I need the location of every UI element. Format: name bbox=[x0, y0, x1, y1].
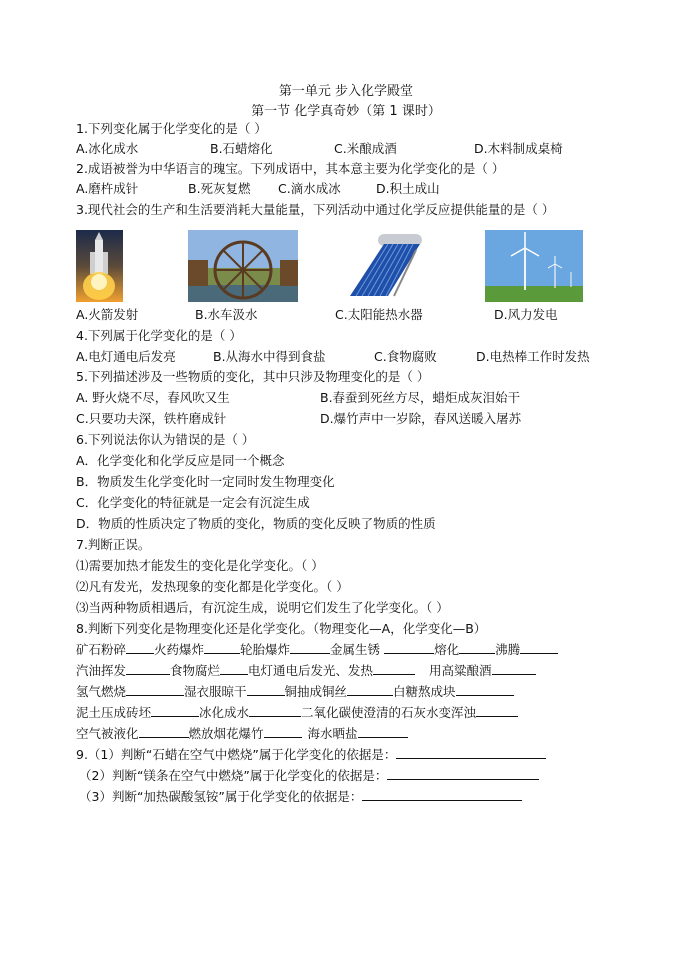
q5-stem: 5.下列描述涉及一些物质的变化，其中只涉及物理变化的是（ ） bbox=[76, 369, 430, 384]
q3-option-d: D.风力发电 bbox=[494, 307, 558, 322]
q2-option-a: A.磨杵成针 bbox=[76, 181, 139, 196]
q8-item: 用高粱酿酒 bbox=[429, 663, 492, 678]
q1-option-b: B.石蜡熔化 bbox=[210, 141, 273, 156]
q9-item-1 bbox=[76, 746, 546, 764]
q8-item: 金属生锈 bbox=[330, 642, 381, 657]
answer-blank[interactable] bbox=[204, 641, 240, 654]
q8-item: 湿衣服晾干 bbox=[184, 684, 247, 699]
answer-blank[interactable] bbox=[220, 662, 248, 675]
answer-blank[interactable] bbox=[126, 662, 170, 675]
q8-item: 矿石粉碎 bbox=[76, 642, 127, 657]
q8-item: 沸腾 bbox=[495, 642, 521, 657]
q2-option-d: D.积土成山 bbox=[376, 181, 440, 196]
answer-blank[interactable] bbox=[264, 725, 302, 738]
q5-option-c: C.只要功夫深，铁杵磨成针 bbox=[76, 411, 227, 426]
q7-item-2: ⑵凡有发光，发热现象的变化都是化学变化。（ ） bbox=[76, 579, 349, 594]
q3-option-c: C.太阳能热水器 bbox=[335, 307, 423, 322]
q5-option-d: D.爆竹声中一岁除，春风送暖入屠苏 bbox=[320, 411, 522, 426]
q9-prompt: 9.（1）判断“石蜡在空气中燃烧”属于化学变化的依据是： bbox=[76, 747, 397, 762]
answer-blank[interactable] bbox=[347, 683, 393, 696]
answer-blank[interactable] bbox=[362, 788, 522, 801]
q1-option-d: D.木料制成桌椅 bbox=[474, 141, 563, 156]
unit-title: 第一单元 步入化学殿堂 bbox=[278, 84, 414, 99]
q8-row-3 bbox=[76, 683, 514, 701]
q8-item: 燃放烟花爆竹 bbox=[188, 726, 264, 741]
q8-item: 轮胎爆炸 bbox=[240, 642, 291, 657]
q9-prompt: （2）判断“镁条在空气中燃烧”属于化学变化的依据是： bbox=[79, 768, 388, 783]
q3-option-a: A.火箭发射 bbox=[76, 307, 139, 322]
q2-stem: 2.成语被誉为中华语言的瑰宝。下列成语中，其本意主要为化学变化的是（ ） bbox=[76, 161, 505, 176]
q8-item: 氢气燃烧 bbox=[76, 684, 127, 699]
answer-blank[interactable] bbox=[373, 662, 415, 675]
answer-blank[interactable] bbox=[459, 641, 495, 654]
answer-blank[interactable] bbox=[358, 725, 408, 738]
q6-stem: 6.下列说法你认为错误的是（ ） bbox=[76, 432, 255, 447]
q4-stem: 4.下列属于化学变化的是（ ） bbox=[76, 328, 242, 343]
answer-blank[interactable] bbox=[520, 641, 558, 654]
q8-item: 汽油挥发 bbox=[76, 663, 127, 678]
q6-option-c: C．化学变化的特征就是一定会有沉淀生成 bbox=[76, 495, 310, 510]
q9-prompt: （3）判断“加热碳酸氢铵”属于化学变化的依据是： bbox=[79, 789, 363, 804]
q4-option-d: D.电热棒工作时发热 bbox=[476, 349, 590, 364]
q8-item: 食物腐烂 bbox=[170, 663, 221, 678]
q7-stem: 7.判断正误。 bbox=[76, 537, 151, 552]
answer-blank[interactable] bbox=[387, 767, 539, 780]
answer-blank[interactable] bbox=[456, 683, 514, 696]
solar-water-heater-image bbox=[344, 230, 424, 302]
q1-stem: 1.下列变化属于化学变化的是（ ） bbox=[76, 121, 267, 136]
q8-row-5 bbox=[76, 725, 408, 743]
answer-blank[interactable] bbox=[476, 704, 518, 717]
q8-row-2 bbox=[76, 662, 536, 680]
q8-item: 白糖熬成块 bbox=[393, 684, 456, 699]
q8-stem: 8.判断下列变化是物理变化还是化学变化。（物理变化—A，化学变化—B） bbox=[76, 621, 487, 636]
q6-option-a: A．化学变化和化学反应是同一个概念 bbox=[76, 453, 285, 468]
q8-item: 泥土压成砖坯 bbox=[76, 705, 152, 720]
q3-stem: 3.现代社会的生产和生活要消耗大量能量，下列活动中通过化学反应提供能量的是（ ） bbox=[76, 202, 555, 217]
q7-item-1: ⑴需要加热才能发生的变化是化学变化。（ ） bbox=[76, 558, 324, 573]
q8-item: 火药爆炸 bbox=[154, 642, 205, 657]
q6-option-b: B．物质发生化学变化时一定同时发生物理变化 bbox=[76, 474, 335, 489]
q8-item: 海水晒盐 bbox=[307, 726, 358, 741]
q8-item: 二氧化碳使澄清的石灰水变浑浊 bbox=[301, 705, 477, 720]
q6-option-d: D．物质的性质决定了物质的变化，物质的变化反映了物质的性质 bbox=[76, 516, 436, 531]
q9-item-3 bbox=[79, 788, 522, 806]
q4-option-c: C.食物腐败 bbox=[374, 349, 437, 364]
q8-item: 铜抽成铜丝 bbox=[284, 684, 348, 699]
answer-blank[interactable] bbox=[290, 641, 330, 654]
q4-option-b: B.从海水中得到食盐 bbox=[213, 349, 326, 364]
q8-item: 空气被液化 bbox=[76, 726, 139, 741]
q5-option-a: A. 野火烧不尽，春风吹又生 bbox=[76, 390, 230, 405]
q7-item-3: ⑶当两种物质相遇后，有沉淀生成，说明它们发生了化学变化。（ ） bbox=[76, 600, 449, 615]
q8-item: 冰化成水 bbox=[199, 705, 250, 720]
answer-blank[interactable] bbox=[396, 746, 546, 759]
q8-item: 电灯通电后发光、发热 bbox=[248, 663, 374, 678]
q4-option-a: A.电灯通电后发亮 bbox=[76, 349, 176, 364]
water-wheel-image bbox=[188, 230, 298, 302]
answer-blank[interactable] bbox=[249, 704, 301, 717]
q8-row-4 bbox=[76, 704, 518, 722]
q8-row-1 bbox=[76, 641, 558, 659]
q2-option-c: C.滴水成冰 bbox=[278, 181, 341, 196]
q5-option-b: B.春蚕到死丝方尽，蜡炬成灰泪始干 bbox=[320, 390, 521, 405]
q3-option-b: B.水车汲水 bbox=[195, 307, 258, 322]
answer-blank[interactable] bbox=[247, 683, 285, 696]
answer-blank[interactable] bbox=[492, 662, 536, 675]
wind-turbine-image bbox=[485, 230, 583, 302]
q2-option-b: B.死灰复燃 bbox=[188, 181, 251, 196]
q9-item-2 bbox=[79, 767, 539, 785]
q1-option-a: A.冰化成水 bbox=[76, 141, 139, 156]
answer-blank[interactable] bbox=[126, 641, 154, 654]
q1-option-c: C.米酿成酒 bbox=[334, 141, 397, 156]
answer-blank[interactable] bbox=[126, 683, 184, 696]
answer-blank[interactable] bbox=[384, 641, 434, 654]
rocket-launch-image bbox=[76, 230, 123, 302]
answer-blank[interactable] bbox=[151, 704, 199, 717]
section-title: 第一节 化学真奇妙（第 1 课时） bbox=[251, 104, 441, 119]
answer-blank[interactable] bbox=[139, 725, 189, 738]
q8-item: 熔化 bbox=[434, 642, 460, 657]
